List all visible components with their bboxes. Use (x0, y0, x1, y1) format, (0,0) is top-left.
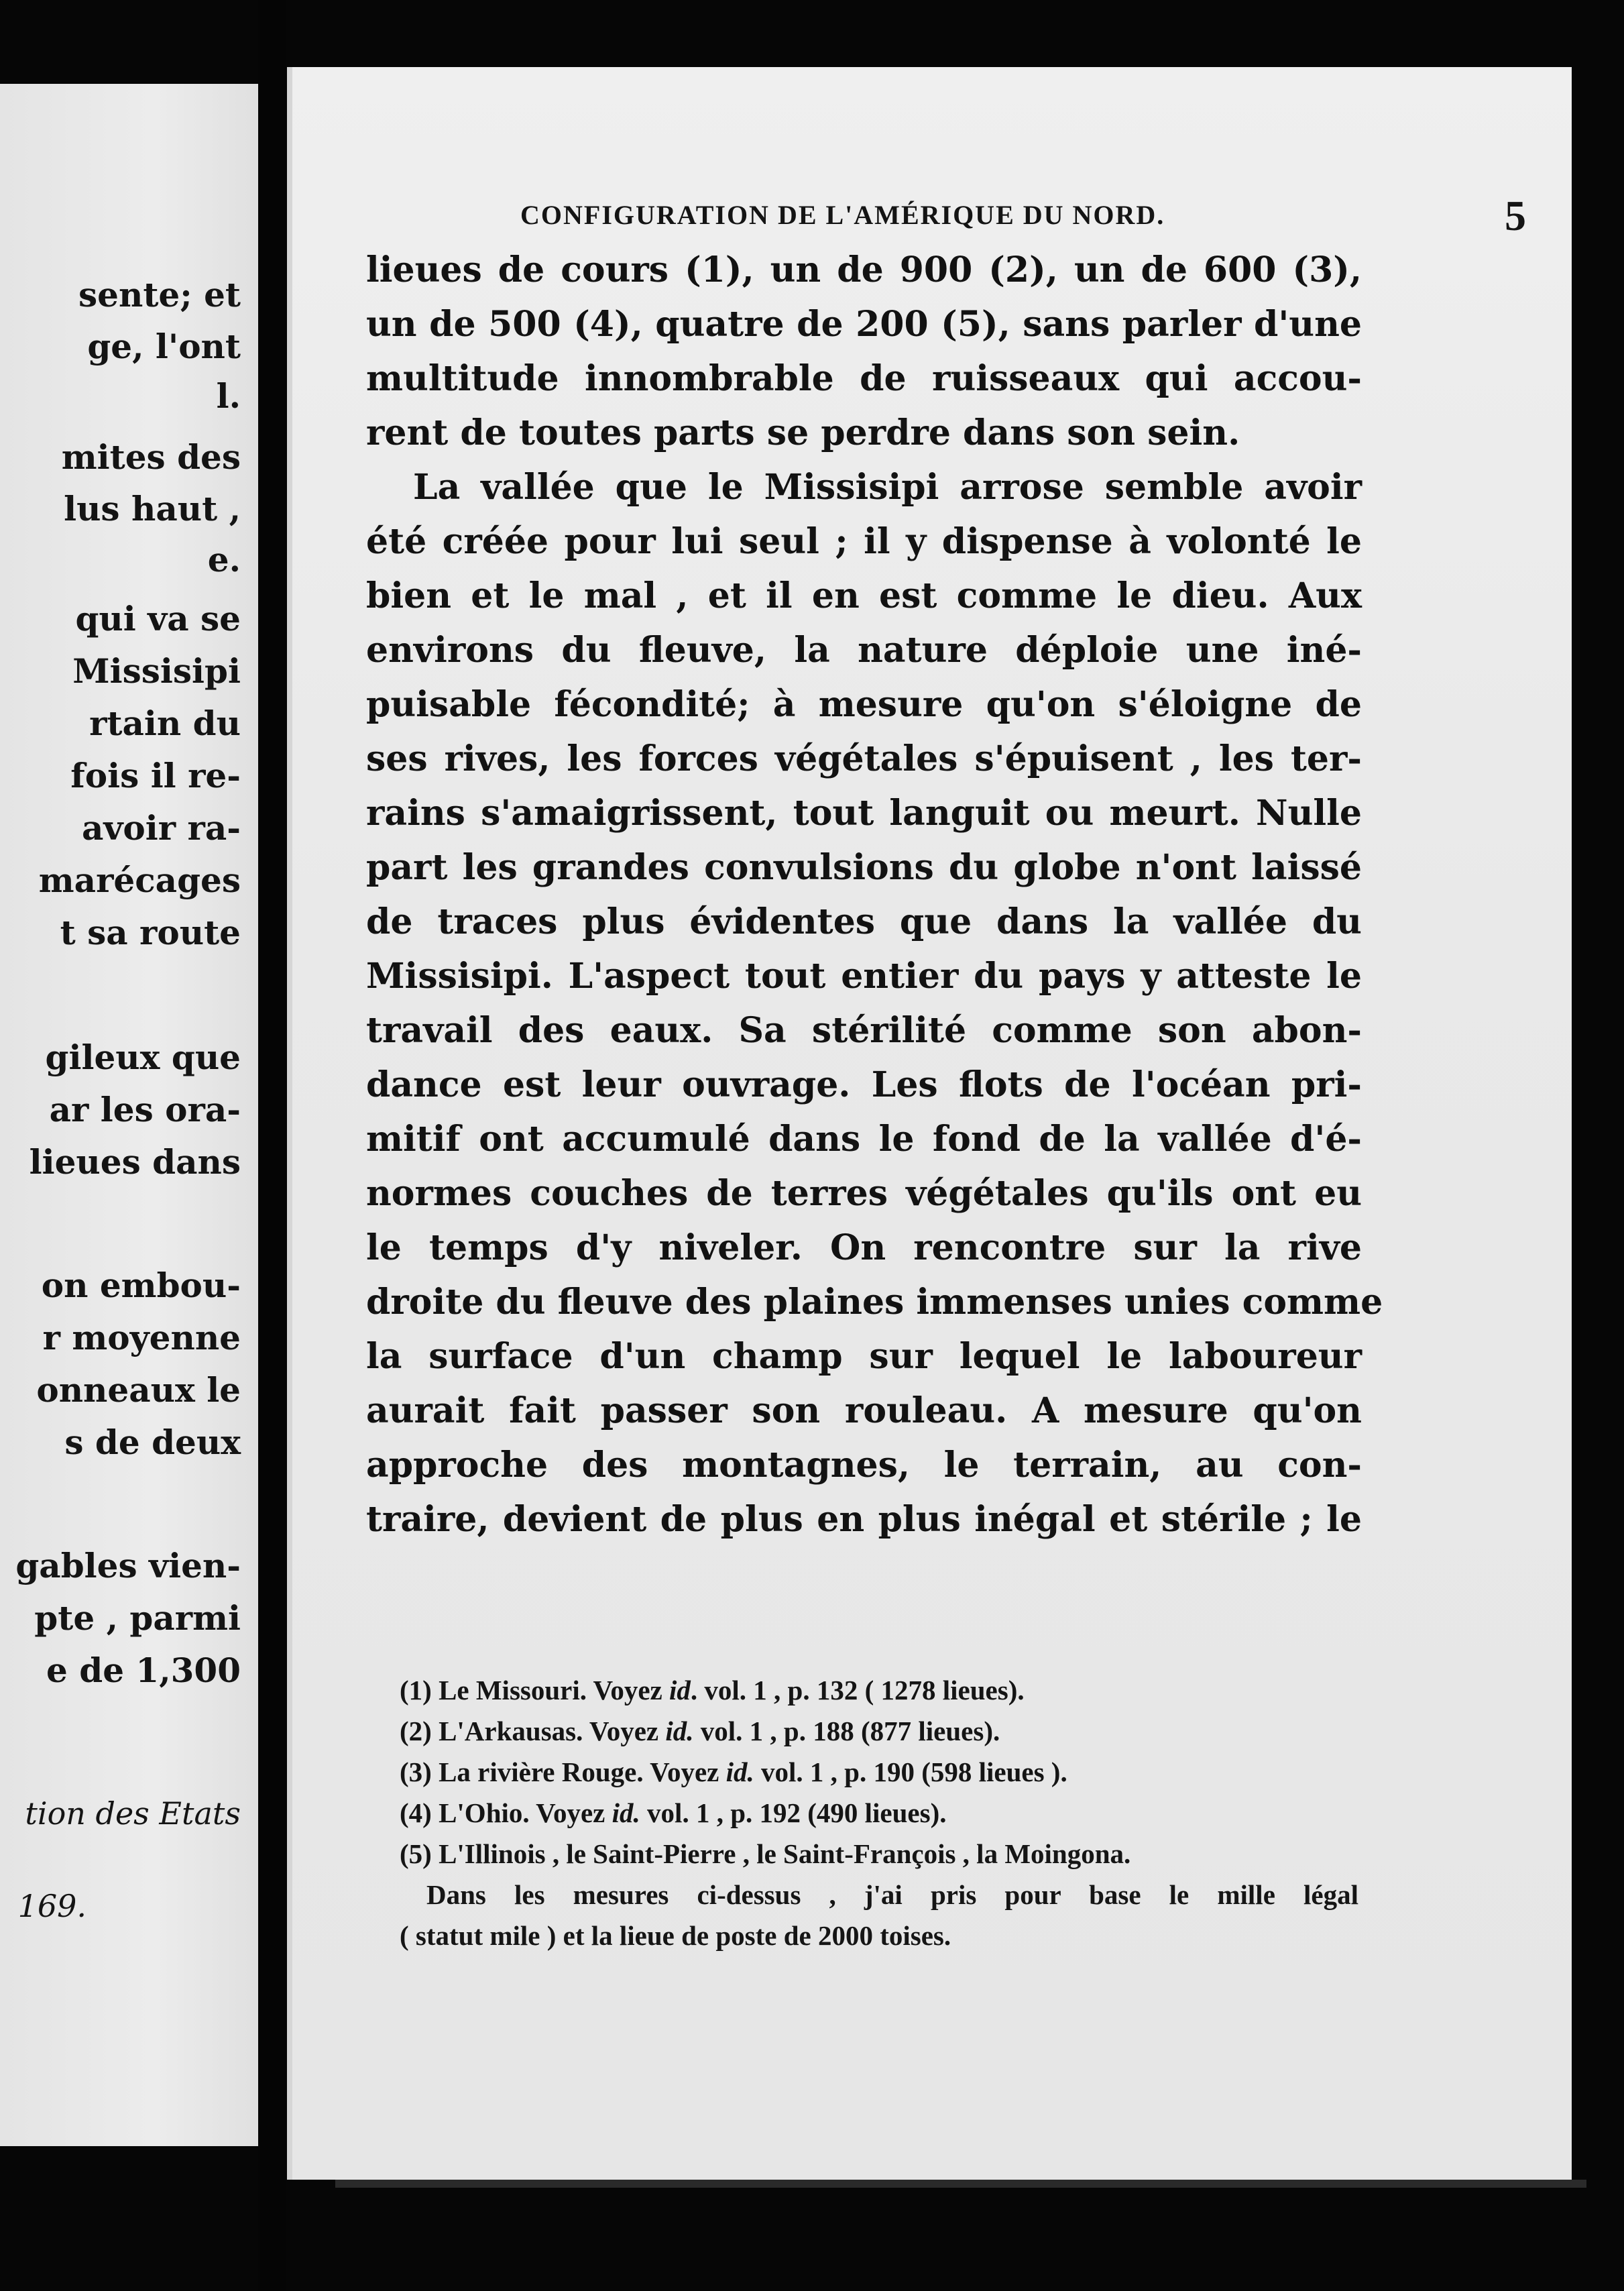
text-line: approche des montagnes, le terrain, au con- (366, 1445, 1362, 1486)
paragraph-1 (366, 243, 1362, 460)
footnote-ibid: id (669, 1675, 691, 1706)
left-line: ar les ora- (49, 1090, 241, 1129)
page-edge-shadow (335, 2180, 1586, 2188)
left-line: e. (207, 540, 241, 579)
text-line: environs du fleuve, la nature déploie une iné- (366, 630, 1362, 671)
footnotes (400, 1670, 1358, 1956)
page-number: 5 (1505, 192, 1526, 239)
left-line: Missisipi (72, 651, 241, 691)
left-line: rtain du (89, 704, 241, 743)
left-line: lus haut , (64, 489, 241, 528)
footnote-text: vol. 1 , p. 192 (490 lieues). (640, 1797, 947, 1828)
text-line: rains s'amaigrissent, tout languit ou meurt. Nulle (366, 793, 1362, 834)
footnote-text: Le Missouri. Voyez (439, 1675, 669, 1706)
left-line: l. (216, 376, 241, 416)
text-line: été créée pour lui seul ; il y dispense à volonté le (366, 521, 1362, 562)
text-line: ses rives, les forces végétales s'épuisent , les ter- (366, 738, 1362, 779)
text-line: part les grandes convulsions du globe n'ont laissé (366, 847, 1362, 888)
text-line: aurait fait passer son rouleau. A mesure qu'on (366, 1390, 1362, 1431)
left-line: gables vien- (15, 1546, 241, 1585)
left-line: tion des Etats (25, 1795, 241, 1832)
footnote-ibid: id. (665, 1716, 694, 1746)
left-line: marécages (38, 860, 241, 900)
footnote-marker: (5) (400, 1838, 432, 1869)
paragraph-2 (366, 460, 1383, 1547)
left-line: ge, l'ont (87, 327, 241, 366)
footnote-1 (400, 1670, 1358, 1711)
previous-page-fragment (0, 84, 258, 2146)
footnote-marker: (3) (400, 1756, 432, 1787)
footnote-2 (400, 1711, 1358, 1752)
footnote-text: L'Illinois , le Saint-Pierre , le Saint-François , la Moingona. (439, 1838, 1131, 1869)
text-line: le temps d'y niveler. On rencontre sur la rive (366, 1227, 1362, 1268)
footnote-5 (400, 1834, 1358, 1875)
text-line: La vallée que le Missisipi arrose semble avoir (413, 467, 1362, 508)
left-line: 169. (17, 1888, 86, 1924)
footnote-marker: (1) (400, 1675, 432, 1706)
footnote-text: L'Arkausas. Voyez (439, 1716, 666, 1746)
body-text (366, 243, 1383, 1547)
text-line: rent de toutes parts se perdre dans son sein. (366, 412, 1240, 453)
left-line: onneaux le (36, 1370, 241, 1410)
text-line: lieues de cours (1), un de 900 (2), un de 600 (3), (366, 249, 1362, 290)
left-line: pte , parmi (34, 1598, 241, 1638)
left-line: mites des (61, 437, 241, 477)
page-gutter (258, 0, 286, 2291)
text-line: puisable fécondité; à mesure qu'on s'éloigne de (366, 684, 1362, 725)
text-line: dance est leur ouvrage. Les flots de l'océan pri- (366, 1064, 1362, 1105)
text-line: traire, devient de plus en plus inégal et stérile ; le (366, 1499, 1362, 1540)
text-line: bien et le mal , et il en est comme le dieu. Aux (366, 575, 1362, 616)
footnote-text: La rivière Rouge. Voyez (439, 1756, 726, 1787)
running-head-title: CONFIGURATION DE L'AMÉRIQUE DU NORD. (520, 200, 1165, 230)
footnote-text: vol. 1 , p. 188 (877 lieues). (693, 1716, 1000, 1746)
left-line: sente; et (78, 275, 241, 315)
text-line: travail des eaux. Sa stérilité comme son abon- (366, 1010, 1362, 1051)
left-line: fois il re- (70, 756, 241, 795)
footnote-text: . vol. 1 , p. 132 ( 1278 lieues). (690, 1675, 1025, 1706)
text-line: la surface d'un champ sur lequel le laboureur (366, 1336, 1362, 1377)
text-line: de traces plus évidentes que dans la vallée du (366, 901, 1362, 942)
book-page (287, 67, 1572, 2180)
text-line: normes couches de terres végétales qu'ils ont eu (366, 1173, 1362, 1214)
left-line: e de 1,300 (46, 1651, 241, 1690)
footnote-text: vol. 1 , p. 190 (598 lieues ). (754, 1756, 1067, 1787)
footnote-3 (400, 1752, 1358, 1793)
text-line: droite du fleuve des plaines immenses unies comme (366, 1282, 1383, 1323)
footnote-ibid: id. (612, 1797, 640, 1828)
left-line: on embou- (41, 1266, 241, 1305)
left-line: avoir ra- (81, 808, 241, 848)
footnote-text: L'Ohio. Voyez (439, 1797, 612, 1828)
text-line: multitude innombrable de ruisseaux qui accou- (366, 358, 1362, 399)
left-line: t sa route (60, 913, 241, 952)
left-line: gileux que (45, 1038, 241, 1077)
footnote-ibid: id. (726, 1756, 754, 1787)
left-line: lieues dans (29, 1142, 241, 1182)
text-line: mitif ont accumulé dans le fond de la vallée d'é- (366, 1119, 1362, 1160)
text-line: Missisipi. L'aspect tout entier du pays y atteste le (366, 956, 1362, 997)
left-line: qui va se (75, 599, 241, 638)
running-head (520, 191, 1526, 245)
footnote-continuation: ( statut mile ) et la lieue de poste de 2000 toises. (400, 1920, 951, 1951)
footnote-marker: (2) (400, 1716, 432, 1746)
left-line: s de deux (64, 1422, 241, 1462)
text-line: un de 500 (4), quatre de 200 (5), sans parler d'une (366, 304, 1362, 345)
left-line: r moyenne (42, 1318, 241, 1357)
footnote-marker: (4) (400, 1797, 432, 1828)
footnote-continuation: Dans les mesures ci-dessus , j'ai pris pour base le mille légal (426, 1879, 1358, 1910)
footnote-4 (400, 1793, 1358, 1834)
